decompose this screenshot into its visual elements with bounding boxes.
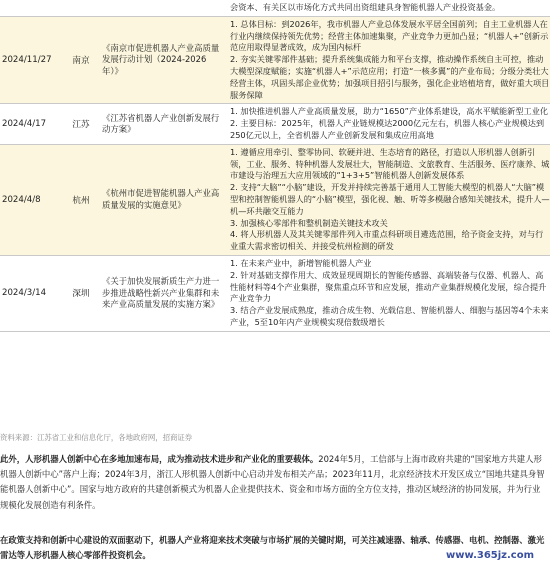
policy-row bbox=[0, 144, 550, 255]
policy-document-title: 《杭州市促进智能机器人产业高质量发展的实施意见》 bbox=[98, 144, 228, 255]
policy-region: 江苏 bbox=[64, 104, 98, 144]
policy-document-title bbox=[98, 0, 228, 16]
policy-content bbox=[228, 16, 550, 104]
policy-content-item: 2. 主要目标：2025年，机器人产业链规模达2000亿元左右，机器人核心产业规模达到250亿元以上，全省机器人产业创新发展和集成应用高地 bbox=[230, 118, 545, 140]
policy-content-item: 4. 将人形机器人及其关键零部件列入市重点科研项目遴选范围，给予资金支持，对与行业重大需求密切相关、并接受杭州检测的研发 bbox=[230, 229, 544, 252]
paragraph-1-text: 2024年5月，工信部与上海市政府共建的“国家地方共建人形机器人创新中心”落户上海；2024年3月，浙江人形机器人创新中心启动并发布相关产品；2023年11月，北京经济技术开发区成立“国地共建具身智能机器人创新中心”。国家与地方政府的共建创新模式为机器人企业提供技术、资金和市场方面的全方位支持，推动区域经济的协同发展，并为行业规模化发展创造有利条件。 bbox=[0, 454, 545, 510]
paragraph-1-lead: 此外，人形机器人创新中心在多地加速布局，成为推动技术进步和产业化的重要载体。 bbox=[0, 454, 319, 464]
policy-content-item: 1. 在未来产业中，新增智能机器人产业 bbox=[230, 257, 372, 268]
policy-row bbox=[0, 0, 550, 16]
policy-content bbox=[228, 104, 550, 144]
policy-content bbox=[228, 255, 550, 331]
body-paragraph-1 bbox=[0, 452, 546, 513]
policy-content-item: 1. 遵循应用牵引、整零协同、软硬并进、生态培育的路径，打造以人形机器人创新引领，工业、服务、特种机器人发展壮大，智能制造、文旅教育、生活服务、医疗康养、城市建设与治理五大应用领域的“1+3+5”智能机器人创新发展体系 bbox=[230, 146, 550, 181]
site-watermark: www.365jz.com bbox=[446, 550, 535, 561]
policy-region: 深圳 bbox=[64, 255, 98, 331]
body-paragraph-2: 在政策支持和创新中心建设的双面驱动下，机器人产业将迎来技术突破与市场扩展的关键时期，可关注减速器、轴承、传感器、电机、控制器、激光雷达等人形机器人核心零部件投资机会。 bbox=[0, 535, 545, 561]
policy-row bbox=[0, 104, 550, 144]
policy-date: 2024/3/14 bbox=[0, 255, 64, 331]
policy-document-title: 《关于加快发展新质生产力进一步推进战略性新兴产业集群和未来产业高质量发展的实施方案》 bbox=[98, 255, 228, 331]
policy-date: 2024/4/8 bbox=[0, 144, 64, 255]
policy-content bbox=[228, 0, 550, 16]
policy-date: 2024/4/17 bbox=[0, 104, 64, 144]
source-note: 资料来源：江苏省工业和信息化厅，各地政府网，招商证券 bbox=[0, 433, 193, 442]
policy-content-item: 1. 总体目标：到2026年，我市机器人产业总体发展水平居全国前列；自主工业机器人在行业内继续保持领先优势；经营主体加速集聚，产业竞争力更加凸显；“机器人+”创新示范应用取得显著成效，成为国内标杆 bbox=[230, 18, 549, 53]
policy-content-item: 1. 加快推进机器人产业高质量发展，助力“1650”产业体系建设，高水平赋能新型工业化 bbox=[230, 106, 549, 117]
policy-date: 2024/11/27 bbox=[0, 16, 64, 104]
policy-region: 杭州 bbox=[64, 144, 98, 255]
policy-row bbox=[0, 16, 550, 104]
policy-region: 南京 bbox=[64, 16, 98, 104]
policy-date bbox=[0, 0, 64, 16]
policy-document-title: 《南京市促进机器人产业高质量发展行动计划（2024-2026年）》 bbox=[98, 16, 228, 104]
policy-content bbox=[228, 144, 550, 255]
policy-document-title: 《江苏省机器人产业创新发展行动方案》 bbox=[98, 104, 228, 144]
policy-region bbox=[64, 0, 98, 16]
policy-row bbox=[0, 255, 550, 331]
policy-content-item: 2. 夯实关键零部件基础；提升系统集成能力和平台支撑，推动操作系统自主可控，推动大模型深度赋能；实施“机器人+”示范应用；打造“一核多翼”的产业布局；分级分类壮大经营主体，巩固头部企业优势；加强项目招引与服务，强化企业培植培育，做好重大项目服务保障 bbox=[230, 54, 550, 100]
policy-content-item: 3. 加强核心零部件和整机制造关键技术攻关 bbox=[230, 217, 388, 228]
policy-content-item: 3. 结合产业发展成熟度，推动合成生物、光载信息、智能机器人、细胞与基因等4个未来产业，5至10年内产业规模实现倍数级增长 bbox=[230, 305, 549, 327]
policy-content-item: 会资本、有关区以市场化方式共同出资组建具身智能机器人产业投资基金。 bbox=[230, 2, 501, 12]
policy-content-item: 2. 针对基础支撑作用大、成效显现周期长的智能传感器、高端装备与仪器、机器人、高性能材料等4个产业集群，聚焦重点环节和应发展，推动产业集群规模化发展，综合提升产业竞争力 bbox=[230, 269, 547, 304]
policy-content-item: 2. 支持“大脑”“小脑”建设，开发并持续完善基于通用人工智能大模型的机器人“大脑”模型和控制智能机器人的“小脑”模型，强化视、触、听等多模融合感知关键技术，提升人—机—环共融交互能力 bbox=[230, 182, 550, 216]
